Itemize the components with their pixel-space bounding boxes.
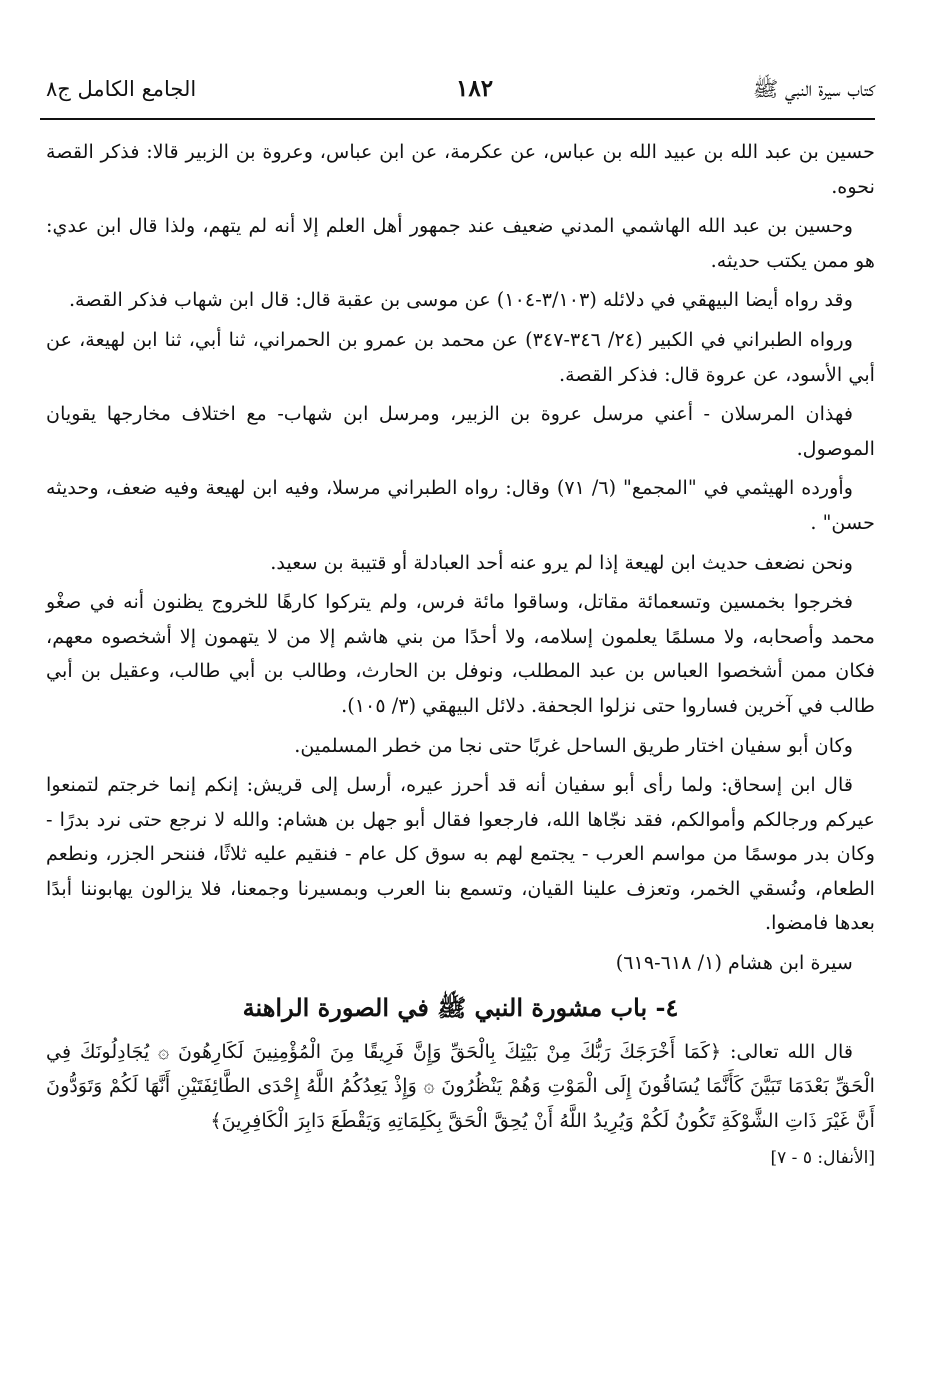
header-rule [40,118,875,120]
volume-title: الجامع الكامل ج٨ [46,77,197,101]
book-title: كتاب سيرة النبي ﷺ [752,77,875,101]
section-heading: ٤- باب مشورة النبي ﷺ في الصورة الراهنة [242,992,679,1022]
paragraph: حسين بن عبد الله بن عبيد الله بن عباس، عن عكرمة، عن ابن عباس، وعروة بن الزبير قالا: فذكر القصة نحوه. [46,140,875,198]
body-text [46,135,875,1173]
quran-passage: قال الله تعالى: ﴿كَمَا أَخْرَجَكَ رَبُّكَ مِنْ بَيْتِكَ بِالْحَقِّ وَإِنَّ فَرِيقًا مِنَ الْمُؤْمِنِينَ لَكَارِهُونَ ۞ يُجَادِلُونَكَ فِي الْحَقِّ بَعْدَمَا تَبَيَّنَ كَأَنَّمَا يُسَاقُونَ إِلَى الْمَوْتِ وَهُمْ يَنْظُرُونَ ۞ وَإِذْ يَعِدُكُمُ اللَّهُ إِحْدَى الطَّائِفَتَيْنِ أَنَّهَا لَكُمْ وَتَوَدُّونَ أَنَّ غَيْرَ ذَاتِ الشَّوْكَةِ تَكُونُ لَكُمْ وَيُرِيدُ اللَّهُ أَنْ يُحِقَّ الْحَقَّ بِكَلِمَاتِهِ وَيَقْطَعَ دَابِرَ الْكَافِرِينَ﴾ [46,1039,875,1132]
paragraph: ونحن نضعف حديث ابن لهيعة إذا لم يرو عنه أحد العبادلة أو قتيبة بن سعيد. [270,550,853,574]
paragraph: ورواه الطبراني في الكبير (٢٤/ ٣٤٦-٣٤٧) عن محمد بن عمرو بن الحمراني، ثنا أبي، ثنا ابن لهيعة، عن أبي الأسود، عن عروة قال: فذكر القصة. [46,327,875,386]
source-reference: سيرة ابن هشام (١/ ٦١٨-٦١٩) [615,951,853,975]
quran-citation: [الأنفال: ٥ - ٧] [770,1148,875,1169]
running-head [46,74,875,104]
paragraph: فهذان المرسلان - أعني مرسل عروة بن الزبير، ومرسل ابن شهاب- مع اختلاف مخارجها يقويان الموصول. [46,402,875,460]
paragraph: فخرجوا بخمسين وتسعمائة مقاتل، وساقوا مائة فرس، ولم يتركوا كارهًا للخروج يظنون أنه في صغْو محمد وأصحابه، ولا مسلمًا يعلمون إسلامه، ولا أحدًا من بني هاشم إلا من لا يتهمون إلا أشخصوه معهم، فكان ممن أشخصوا العباس بن عبد المطلب، ونوفل بن الحارث، وطالب بن أبي طالب، وعقيل بن أبي طالب في آخرين فساروا حتى نزلوا الجحفة. دلائل البيهقي (٣/ ١٠٥). [46,590,875,717]
paragraph: وكان أبو سفيان اختار طريق الساحل غربًا حتى نجا من خطر المسلمين. [294,733,853,757]
paragraph: وحسين بن عبد الله الهاشمي المدني ضعيف عند جمهور أهل العلم إلا أنه لم يتهم، ولذا قال ابن عدي: هو ممن يكتب حديثه. [46,214,875,272]
paragraph: قال ابن إسحاق: ولما رأى أبو سفيان أنه قد أحرز عيره، أرسل إلى قريش: إنكم إنما خرجتم لتمنعوا عيركم ورجالكم وأموالكم، فقد نجّاها الله، فارجعوا فقال أبو جهل بن هشام: والله لا نرجع حتى نرد بدرًا - وكان بدر موسمًا من مواسم العرب - يجتمع لهم به سوق كل عام - فنقيم عليه ثلاثًا، فننحر الجزر، ونطعم الطعام، ونُسقي الخمر، وتعزف علينا القيان، وتسمع بنا العرب وبمسيرنا وجمعنا، فلا يزالون يهابوننا أبدًا بعدها فامضوا. [46,773,875,935]
page-number: ١٨٢ [456,75,494,102]
paragraph: وقد رواه أيضا البيهقي في دلائله (٣/١٠٣-١٠٤) عن موسى بن عقبة قال: قال ابن شهاب فذكر القصة. [68,288,853,312]
paragraph: وأورده الهيثمي في "المجمع" (٦/ ٧١) وقال: رواه الطبراني مرسلا، وفيه ابن لهيعة وفيه ضعف، وحديثه حسن" . [46,476,875,534]
